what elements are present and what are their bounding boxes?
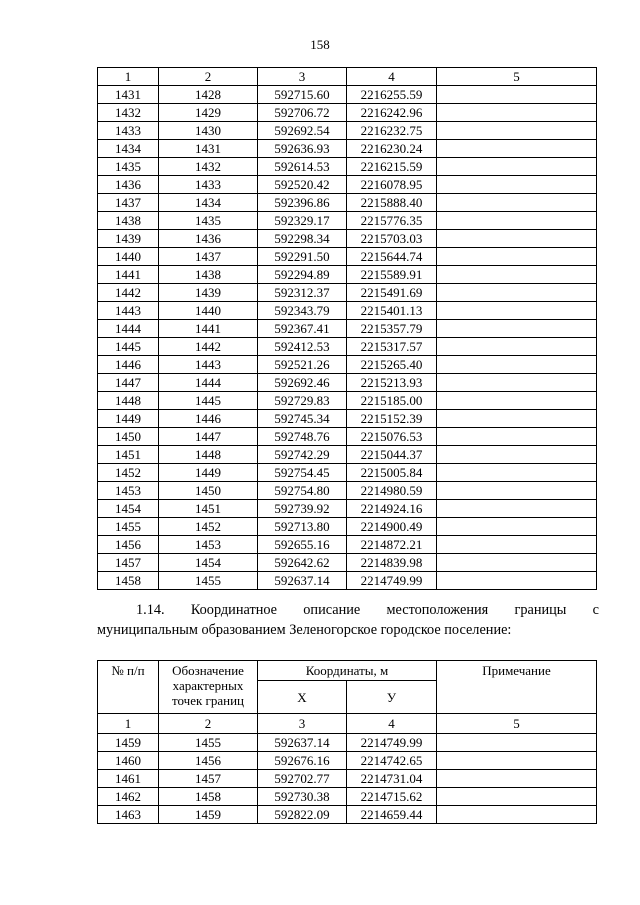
cell-point-number: 1432	[98, 104, 159, 122]
heading-word: с	[592, 602, 599, 618]
cell-point-number: 1431	[98, 86, 159, 104]
cell-point-number: 1460	[98, 752, 159, 770]
cell-note	[437, 536, 597, 554]
cell-point-number: 1436	[98, 176, 159, 194]
cell-note	[437, 320, 597, 338]
cell-note	[437, 140, 597, 158]
column-number: 2	[159, 68, 258, 86]
cell-note	[437, 734, 597, 752]
cell-note	[437, 788, 597, 806]
cell-x: 592715.60	[258, 86, 347, 104]
cell-x: 592745.34	[258, 410, 347, 428]
cell-y: 2214924.16	[347, 500, 437, 518]
heading-word: 1.14.	[136, 602, 165, 618]
cell-note	[437, 392, 597, 410]
header-note: Примечание	[437, 661, 597, 714]
cell-x: 592676.16	[258, 752, 347, 770]
cell-note	[437, 104, 597, 122]
cell-note	[437, 518, 597, 536]
table-row	[98, 806, 597, 824]
cell-y: 2215317.57	[347, 338, 437, 356]
cell-note	[437, 464, 597, 482]
cell-y: 2215044.37	[347, 446, 437, 464]
cell-point-number: 1447	[98, 374, 159, 392]
cell-y: 2216255.59	[347, 86, 437, 104]
table-row	[98, 140, 597, 158]
cell-y: 2214900.49	[347, 518, 437, 536]
cell-x: 592754.45	[258, 464, 347, 482]
cell-point-designation: 1439	[159, 284, 258, 302]
heading-word: границы	[514, 602, 567, 618]
cell-x: 592822.09	[258, 806, 347, 824]
table-row	[98, 320, 597, 338]
cell-x: 592396.86	[258, 194, 347, 212]
cell-point-number: 1439	[98, 230, 159, 248]
cell-note	[437, 86, 597, 104]
cell-point-designation: 1448	[159, 446, 258, 464]
table-row	[98, 554, 597, 572]
table-row	[98, 248, 597, 266]
table-row	[98, 734, 597, 752]
table-row	[98, 302, 597, 320]
cell-point-number: 1453	[98, 482, 159, 500]
table-row	[98, 338, 597, 356]
table-row	[98, 518, 597, 536]
cell-y: 2215005.84	[347, 464, 437, 482]
header-y: У	[347, 681, 437, 714]
cell-y: 2215076.53	[347, 428, 437, 446]
cell-point-designation: 1428	[159, 86, 258, 104]
column-number: 1	[98, 68, 159, 86]
cell-point-number: 1446	[98, 356, 159, 374]
cell-x: 592706.72	[258, 104, 347, 122]
cell-note	[437, 410, 597, 428]
cell-point-number: 1454	[98, 500, 159, 518]
section-heading-line-2: муниципальным образованием Зеленогорское городское поселение:	[97, 622, 512, 638]
cell-x: 592412.53	[258, 338, 347, 356]
cell-note	[437, 428, 597, 446]
cell-point-designation: 1459	[159, 806, 258, 824]
cell-x: 592614.53	[258, 158, 347, 176]
cell-x: 592713.80	[258, 518, 347, 536]
cell-note	[437, 806, 597, 824]
cell-y: 2214872.21	[347, 536, 437, 554]
cell-y: 2215152.39	[347, 410, 437, 428]
column-number: 5	[437, 68, 597, 86]
cell-point-number: 1442	[98, 284, 159, 302]
cell-x: 592312.37	[258, 284, 347, 302]
cell-point-designation: 1431	[159, 140, 258, 158]
cell-x: 592692.54	[258, 122, 347, 140]
cell-point-designation: 1430	[159, 122, 258, 140]
cell-point-designation: 1446	[159, 410, 258, 428]
column-number: 2	[159, 714, 258, 734]
cell-point-designation: 1452	[159, 518, 258, 536]
cell-y: 2216232.75	[347, 122, 437, 140]
cell-note	[437, 554, 597, 572]
cell-y: 2215776.35	[347, 212, 437, 230]
cell-point-number: 1463	[98, 806, 159, 824]
cell-note	[437, 176, 597, 194]
column-number: 4	[347, 68, 437, 86]
cell-point-designation: 1435	[159, 212, 258, 230]
cell-note	[437, 752, 597, 770]
heading-word: описание	[303, 602, 361, 618]
cell-point-number: 1435	[98, 158, 159, 176]
header-x: Х	[258, 681, 347, 714]
cell-point-number: 1458	[98, 572, 159, 590]
cell-x: 592294.89	[258, 266, 347, 284]
cell-point-number: 1437	[98, 194, 159, 212]
cell-y: 2215644.74	[347, 248, 437, 266]
cell-point-number: 1443	[98, 302, 159, 320]
cell-point-designation: 1444	[159, 374, 258, 392]
cell-point-designation: 1455	[159, 734, 258, 752]
cell-x: 592702.77	[258, 770, 347, 788]
table-row	[98, 788, 597, 806]
cell-point-number: 1451	[98, 446, 159, 464]
cell-note	[437, 212, 597, 230]
cell-y: 2216215.59	[347, 158, 437, 176]
cell-point-designation: 1442	[159, 338, 258, 356]
cell-point-designation: 1432	[159, 158, 258, 176]
cell-point-designation: 1436	[159, 230, 258, 248]
column-number: 3	[258, 714, 347, 734]
cell-note	[437, 248, 597, 266]
cell-note	[437, 122, 597, 140]
cell-x: 592729.83	[258, 392, 347, 410]
cell-point-number: 1455	[98, 518, 159, 536]
table-row	[98, 392, 597, 410]
cell-point-designation: 1443	[159, 356, 258, 374]
table-row	[98, 86, 597, 104]
cell-x: 592692.46	[258, 374, 347, 392]
cell-point-designation: 1447	[159, 428, 258, 446]
cell-x: 592655.16	[258, 536, 347, 554]
cell-point-number: 1449	[98, 410, 159, 428]
table-row	[98, 212, 597, 230]
cell-y: 2215491.69	[347, 284, 437, 302]
cell-x: 592521.26	[258, 356, 347, 374]
cell-x: 592343.79	[258, 302, 347, 320]
table-row	[98, 500, 597, 518]
cell-point-designation: 1456	[159, 752, 258, 770]
cell-y: 2216230.24	[347, 140, 437, 158]
cell-point-designation: 1453	[159, 536, 258, 554]
cell-point-designation: 1458	[159, 788, 258, 806]
cell-point-designation: 1438	[159, 266, 258, 284]
table-row	[98, 104, 597, 122]
cell-x: 592748.76	[258, 428, 347, 446]
cell-point-number: 1459	[98, 734, 159, 752]
cell-y: 2216242.96	[347, 104, 437, 122]
column-number: 4	[347, 714, 437, 734]
table-row	[98, 266, 597, 284]
cell-point-designation: 1437	[159, 248, 258, 266]
cell-y: 2214749.99	[347, 734, 437, 752]
cell-note	[437, 230, 597, 248]
cell-x: 592367.41	[258, 320, 347, 338]
column-number-row	[98, 68, 597, 86]
table-row	[98, 410, 597, 428]
cell-y: 2215265.40	[347, 356, 437, 374]
cell-point-designation: 1457	[159, 770, 258, 788]
header-point-number: № п/п	[98, 661, 159, 714]
coordinates-table-zelenogorsk	[97, 660, 597, 824]
cell-note	[437, 302, 597, 320]
cell-x: 592637.14	[258, 734, 347, 752]
cell-note	[437, 374, 597, 392]
cell-point-designation: 1434	[159, 194, 258, 212]
cell-point-number: 1448	[98, 392, 159, 410]
cell-note	[437, 446, 597, 464]
table-row	[98, 374, 597, 392]
cell-x: 592642.62	[258, 554, 347, 572]
table-row	[98, 572, 597, 590]
cell-x: 592291.50	[258, 248, 347, 266]
cell-point-designation: 1454	[159, 554, 258, 572]
cell-point-number: 1450	[98, 428, 159, 446]
cell-x: 592298.34	[258, 230, 347, 248]
header-point-designation: Обозначение характерных точек границ	[159, 661, 258, 714]
cell-y: 2214659.44	[347, 806, 437, 824]
cell-point-number: 1452	[98, 464, 159, 482]
cell-y: 2214980.59	[347, 482, 437, 500]
table-row	[98, 158, 597, 176]
table-row	[98, 446, 597, 464]
cell-y: 2215703.03	[347, 230, 437, 248]
cell-note	[437, 482, 597, 500]
cell-note	[437, 572, 597, 590]
cell-point-number: 1461	[98, 770, 159, 788]
cell-point-designation: 1433	[159, 176, 258, 194]
cell-note	[437, 266, 597, 284]
column-number: 3	[258, 68, 347, 86]
table-row	[98, 770, 597, 788]
cell-point-designation: 1449	[159, 464, 258, 482]
section-heading-line-1	[97, 600, 599, 620]
cell-y: 2216078.95	[347, 176, 437, 194]
cell-note	[437, 158, 597, 176]
cell-point-number: 1462	[98, 788, 159, 806]
cell-y: 2215213.93	[347, 374, 437, 392]
cell-point-number: 1440	[98, 248, 159, 266]
cell-point-number: 1445	[98, 338, 159, 356]
table-row	[98, 536, 597, 554]
cell-x: 592520.42	[258, 176, 347, 194]
cell-y: 2215357.79	[347, 320, 437, 338]
table-row	[98, 122, 597, 140]
cell-point-number: 1438	[98, 212, 159, 230]
cell-note	[437, 500, 597, 518]
cell-x: 592730.38	[258, 788, 347, 806]
cell-point-designation: 1451	[159, 500, 258, 518]
cell-y: 2215185.00	[347, 392, 437, 410]
cell-note	[437, 770, 597, 788]
coordinates-table-continued	[97, 67, 597, 590]
cell-x: 592636.93	[258, 140, 347, 158]
cell-y: 2214742.65	[347, 752, 437, 770]
cell-point-designation: 1440	[159, 302, 258, 320]
cell-note	[437, 338, 597, 356]
cell-point-number: 1444	[98, 320, 159, 338]
heading-word: местоположения	[386, 602, 489, 618]
cell-y: 2214731.04	[347, 770, 437, 788]
table-row	[98, 464, 597, 482]
header-coordinates: Координаты, м	[258, 661, 437, 681]
cell-point-designation: 1429	[159, 104, 258, 122]
cell-point-number: 1434	[98, 140, 159, 158]
cell-y: 2215888.40	[347, 194, 437, 212]
cell-x: 592637.14	[258, 572, 347, 590]
table-row	[98, 284, 597, 302]
section-heading	[97, 600, 599, 640]
cell-y: 2215401.13	[347, 302, 437, 320]
column-number: 5	[437, 714, 597, 734]
cell-note	[437, 356, 597, 374]
cell-x: 592742.29	[258, 446, 347, 464]
cell-y: 2214839.98	[347, 554, 437, 572]
cell-point-designation: 1455	[159, 572, 258, 590]
table-row	[98, 176, 597, 194]
table-row	[98, 752, 597, 770]
table-row	[98, 428, 597, 446]
cell-point-designation: 1445	[159, 392, 258, 410]
cell-y: 2214715.62	[347, 788, 437, 806]
cell-point-number: 1456	[98, 536, 159, 554]
page-number: 158	[310, 37, 330, 52]
cell-x: 592739.92	[258, 500, 347, 518]
table-row	[98, 230, 597, 248]
column-number-row	[98, 714, 597, 734]
cell-point-designation: 1450	[159, 482, 258, 500]
cell-y: 2215589.91	[347, 266, 437, 284]
cell-point-designation: 1441	[159, 320, 258, 338]
cell-y: 2214749.99	[347, 572, 437, 590]
cell-x: 592754.80	[258, 482, 347, 500]
column-number: 1	[98, 714, 159, 734]
cell-point-number: 1457	[98, 554, 159, 572]
table-row	[98, 194, 597, 212]
cell-note	[437, 284, 597, 302]
cell-point-number: 1433	[98, 122, 159, 140]
cell-x: 592329.17	[258, 212, 347, 230]
cell-note	[437, 194, 597, 212]
table-row	[98, 482, 597, 500]
table-row	[98, 356, 597, 374]
cell-point-number: 1441	[98, 266, 159, 284]
heading-word: Координатное	[190, 602, 278, 618]
